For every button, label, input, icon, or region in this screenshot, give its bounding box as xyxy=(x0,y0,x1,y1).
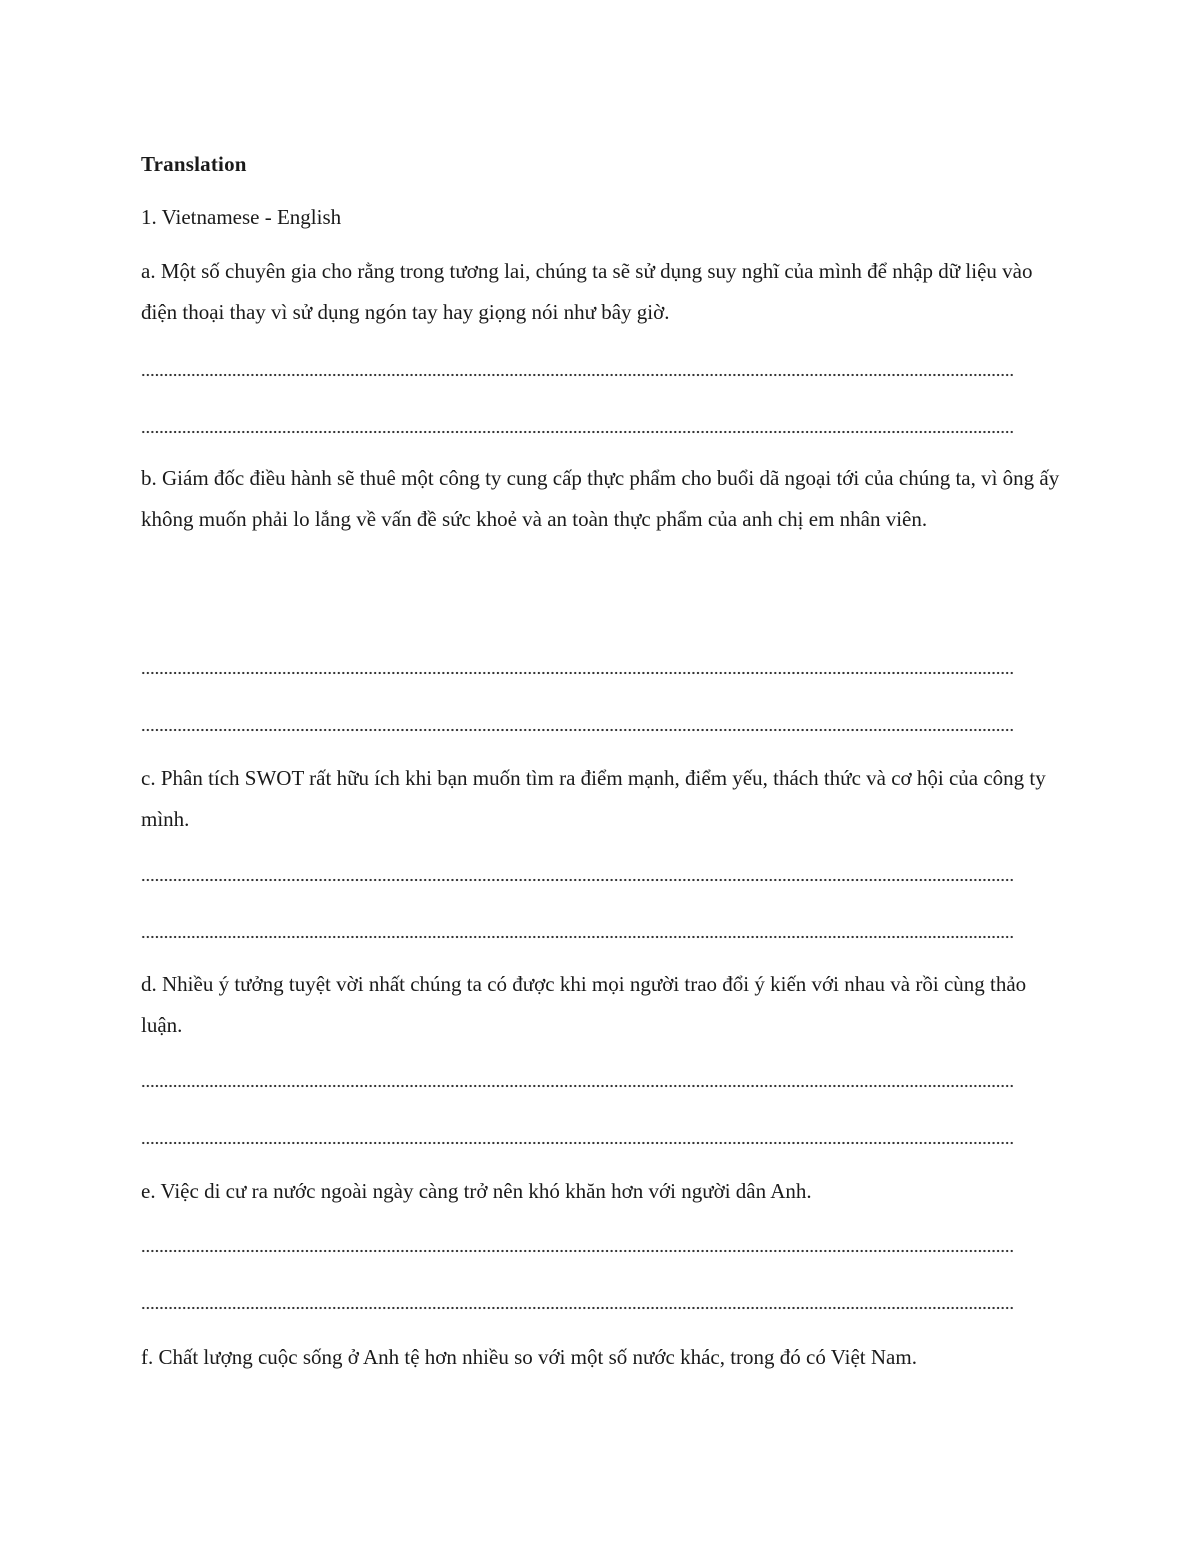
answer-line-c2[interactable] xyxy=(141,934,1013,940)
section-heading: 1. Vietnamese - English xyxy=(141,205,342,229)
question-f: f. Chất lượng cuộc sống ở Anh tệ hơn nhiều so với một số nước khác, trong đó có Việt Nam. xyxy=(141,1345,917,1369)
question-d: d. Nhiều ý tưởng tuyệt vời nhất chúng ta có được khi mọi người trao đổi ý kiến với nhau và rồi cùng thảo luận. xyxy=(141,972,1027,1037)
answer-line-b2[interactable] xyxy=(141,727,1013,733)
answer-line-d2[interactable] xyxy=(141,1140,1013,1146)
answer-line-b1[interactable] xyxy=(141,670,1013,676)
answer-line-a2[interactable] xyxy=(141,429,1013,435)
answer-line-e2[interactable] xyxy=(141,1305,1013,1311)
document-title: Translation xyxy=(141,152,247,176)
answer-line-a1[interactable] xyxy=(141,372,1013,378)
answer-line-e1[interactable] xyxy=(141,1248,1013,1254)
question-a: a. Một số chuyên gia cho rằng trong tương lai, chúng ta sẽ sử dụng suy nghĩ của mình để nhập dữ liệu vào điện thoại thay vì sử dụng ngón tay hay giọng nói như bây giờ. xyxy=(141,259,1033,324)
answer-line-c1[interactable] xyxy=(141,877,1013,883)
question-c: c. Phân tích SWOT rất hữu ích khi bạn muốn tìm ra điểm mạnh, điểm yếu, thách thức và cơ hội của công ty mình. xyxy=(141,766,1046,831)
question-e: e. Việc di cư ra nước ngoài ngày càng trở nên khó khăn hơn với người dân Anh. xyxy=(141,1179,812,1203)
answer-line-d1[interactable] xyxy=(141,1083,1013,1089)
question-b: b. Giám đốc điều hành sẽ thuê một công ty cung cấp thực phẩm cho buổi dã ngoại tới của chúng ta, vì ông ấy không muốn phải lo lắng về vấn đề sức khoẻ và an toàn thực phẩm của anh chị em nhân viên. xyxy=(141,466,1060,531)
